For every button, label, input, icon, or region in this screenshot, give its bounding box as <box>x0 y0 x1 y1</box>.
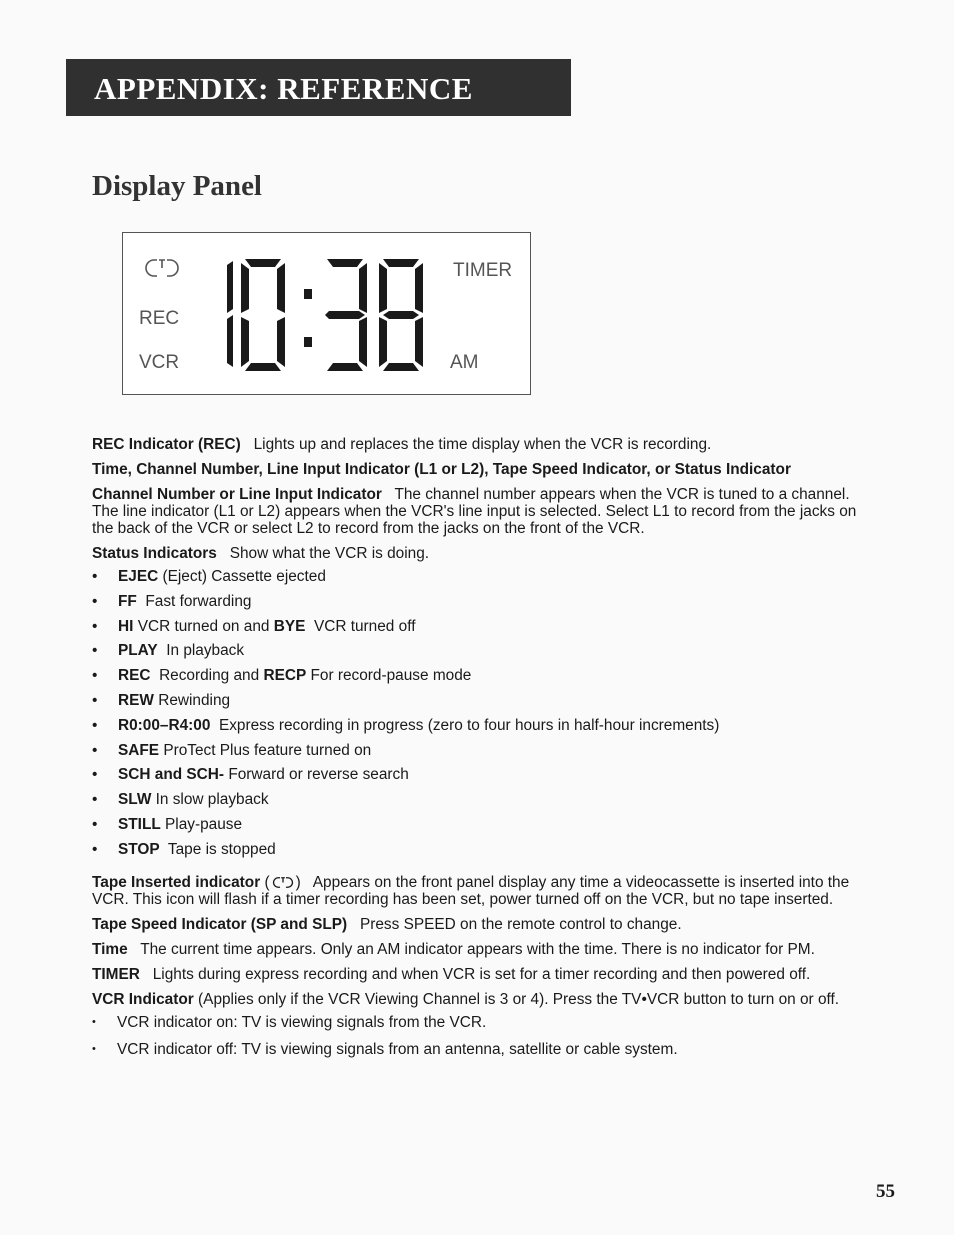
list-item: • FF Fast forwarding <box>92 593 860 618</box>
rec-label: REC <box>139 308 180 329</box>
colon-bottom <box>304 337 312 347</box>
vcr-indicator-list <box>92 1014 860 1068</box>
digit-3 <box>325 259 367 371</box>
term: Channel Number or Line Input Indicator <box>92 486 382 503</box>
digit-0 <box>241 259 285 371</box>
digit-1 <box>227 261 233 367</box>
time-entry: Time The current time appears. Only an AM indicator appears with the time. There is no indicator for PM. <box>92 940 815 958</box>
list-item: • EJEC (Eject) Cassette ejected <box>92 568 860 593</box>
list-item: • R0:00–R4:00 Express recording in progress (zero to four hours in half-hour increments) <box>92 717 860 742</box>
time-display <box>221 257 431 373</box>
list-item: • SAFE ProTect Plus feature turned on <box>92 742 860 767</box>
tape-inserted-icon <box>270 876 296 889</box>
term: Time <box>92 940 128 958</box>
time-channel-entry <box>92 461 860 478</box>
list-item: • VCR indicator off: TV is viewing signals from an antenna, satellite or cable system. <box>92 1041 860 1068</box>
term: Time, Channel Number, Line Input Indicator (L1 or L2), Tape Speed Indicator, or Status Indicator <box>92 461 791 478</box>
list-item: • SLW In slow playback <box>92 791 860 816</box>
page-title: Display Panel <box>92 170 262 202</box>
vcr-label: VCR <box>139 352 180 373</box>
tape-inserted-entry: Tape Inserted indicator ( ) Appears on the front panel display any time a videocassette is inserted into the VCR. This icon will flash if a timer recording has been set, power turned off on the VCR, but no tape inserted. <box>92 873 850 908</box>
term: Tape Speed Indicator (SP and SLP) <box>92 915 348 933</box>
page-number: 55 <box>876 1181 895 1202</box>
channel-line-entry: Channel Number or Line Input Indicator The channel number appears when the VCR is tuned to a channel. The line indicator (L1 or L2) appears when the VCR's line input is selected. Select L1 to record from the jacks on the back of the VCR or select L2 to record from the jacks on the front of the VCR. <box>92 486 857 537</box>
timer-entry: TIMER Lights during express recording and when VCR is set for a timer recording and then powered off. <box>92 965 811 983</box>
vcr-indicator-entry: VCR Indicator (Applies only if the VCR Viewing Channel is 3 or 4). Press the TV•VCR button to turn on or off. <box>92 990 840 1008</box>
list-item: • STILL Play-pause <box>92 816 860 841</box>
am-label: AM <box>450 352 479 373</box>
status-list <box>92 568 860 866</box>
term: VCR Indicator <box>92 990 194 1008</box>
list-item: • REC Recording and RECP For record-pause mode <box>92 667 860 692</box>
timer-label: TIMER <box>453 260 513 281</box>
reference-text <box>92 436 860 1076</box>
term: REC Indicator (REC) <box>92 436 241 453</box>
colon-top <box>304 289 312 299</box>
tape-inserted-icon <box>140 258 184 278</box>
status-entry: Status Indicators Show what the VCR is doing. <box>92 545 430 562</box>
list-item: • REW Rewinding <box>92 692 860 717</box>
rec-indicator-entry: REC Indicator (REC) Lights up and replaces the time display when the VCR is recording. <box>92 436 712 453</box>
section-banner: APPENDIX: REFERENCE <box>66 59 571 116</box>
list-item: • STOP Tape is stopped <box>92 841 860 866</box>
tape-speed-entry: Tape Speed Indicator (SP and SLP) Press SPEED on the remote control to change. <box>92 915 682 933</box>
term: Tape Inserted indicator <box>92 873 261 891</box>
list-item: • HI VCR turned on and BYE VCR turned off <box>92 618 860 643</box>
display-panel-illustration <box>122 232 531 395</box>
digit-8 <box>379 259 423 371</box>
term: TIMER <box>92 965 140 983</box>
list-item: • PLAY In playback <box>92 642 860 667</box>
list-item: • SCH and SCH- Forward or reverse search <box>92 766 860 791</box>
term: Status Indicators <box>92 545 217 562</box>
list-item: • VCR indicator on: TV is viewing signals from the VCR. <box>92 1014 860 1041</box>
